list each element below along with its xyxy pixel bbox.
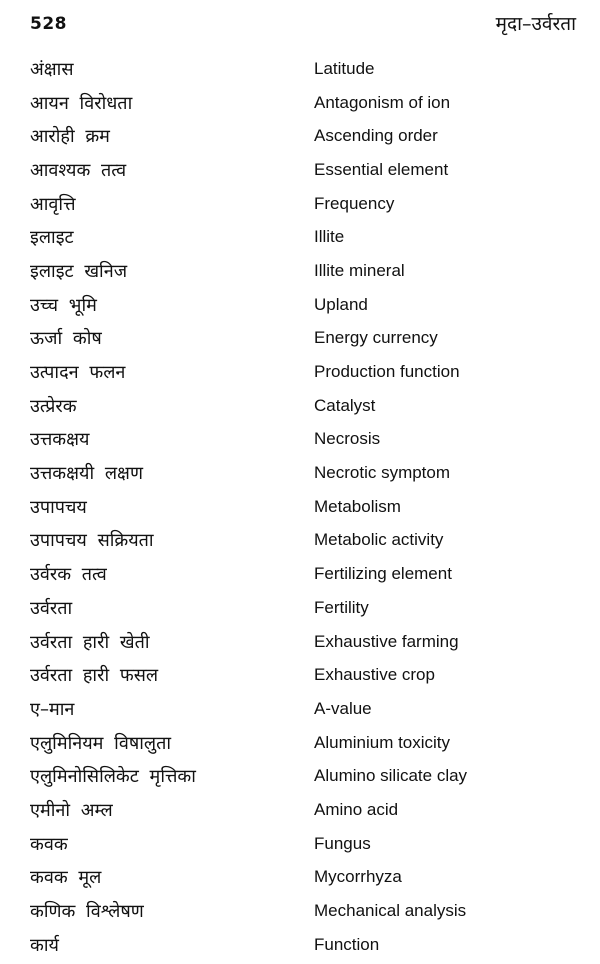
hindi-term: कार्य <box>30 934 59 956</box>
hindi-term: कणिक विश्लेषण <box>30 901 144 923</box>
glossary-entry <box>30 389 580 423</box>
hindi-term: एमीनो अम्ल <box>30 799 113 821</box>
hindi-term: उर्वरता हारी खेती <box>30 631 150 653</box>
hindi-term: ए–मान <box>30 698 75 720</box>
hindi-term: उत्प्रेरक <box>30 395 77 417</box>
english-term: Antagonism of ion <box>314 92 451 112</box>
english-term: Exhaustive farming <box>314 631 459 651</box>
english-term: Exhaustive crop <box>314 665 435 685</box>
hindi-term: उर्वरता हारी फसल <box>30 665 159 687</box>
hindi-term: आवश्यक तत्व <box>30 159 127 181</box>
running-head: मृदा–उर्वरता <box>495 13 576 35</box>
hindi-term: उत्पादन फलन <box>30 362 126 384</box>
hindi-term: अंक्षास <box>30 58 74 80</box>
hindi-term: कवक मूल <box>30 867 102 889</box>
english-term: Function <box>314 934 380 954</box>
english-term: Necrotic symptom <box>314 463 451 483</box>
english-term: Essential element <box>314 159 449 179</box>
hindi-term: एलुमिनियम विषालुता <box>30 732 172 754</box>
english-term: Necrosis <box>314 429 381 449</box>
english-term: Ascending order <box>314 126 438 146</box>
glossary-entry <box>30 827 580 861</box>
english-term: Metabolism <box>314 496 401 516</box>
english-term: Upland <box>314 294 368 314</box>
english-term: Frequency <box>314 193 395 213</box>
english-term: Production function <box>314 362 460 382</box>
glossary-entry <box>30 793 580 827</box>
glossary-entry <box>30 456 580 490</box>
english-term: Fungus <box>314 833 371 853</box>
glossary-entry <box>30 52 580 86</box>
glossary-entry <box>30 153 580 187</box>
glossary-entry <box>30 658 580 692</box>
hindi-term: उपापचय सक्रियता <box>30 530 154 552</box>
hindi-term: उपापचय <box>30 496 87 518</box>
hindi-term: आवृत्ति <box>30 193 76 215</box>
english-term: Latitude <box>314 58 375 78</box>
glossary-entry <box>30 759 580 793</box>
glossary-entry <box>30 692 580 726</box>
hindi-term: आयन विरोधता <box>30 92 133 114</box>
hindi-term: उच्च भूमि <box>30 294 97 316</box>
hindi-term: ऊर्जा कोष <box>30 328 102 350</box>
english-term: Mycorrhyza <box>314 867 402 887</box>
glossary-entry <box>30 254 580 288</box>
glossary-entry <box>30 861 580 895</box>
glossary-entry <box>30 557 580 591</box>
english-term: A-value <box>314 698 372 718</box>
english-term: Fertilizing element <box>314 564 452 584</box>
glossary-entry <box>30 187 580 221</box>
hindi-term: इलाइट खनिज <box>30 260 128 282</box>
english-term: Metabolic activity <box>314 530 444 550</box>
english-term: Aluminium toxicity <box>314 732 451 752</box>
glossary-entry <box>30 322 580 356</box>
hindi-term: उत्तकक्षयी लक्षण <box>30 463 143 485</box>
hindi-term: उत्तकक्षय <box>30 429 90 451</box>
hindi-term: उर्वरता <box>30 597 73 619</box>
english-term: Illite <box>314 227 345 247</box>
glossary-list <box>30 52 580 962</box>
glossary-entry <box>30 490 580 524</box>
hindi-term: आरोही क्रम <box>30 126 110 148</box>
glossary-entry <box>30 355 580 389</box>
glossary-entry <box>30 928 580 962</box>
glossary-entry <box>30 220 580 254</box>
english-term: Energy currency <box>314 328 438 348</box>
glossary-entry <box>30 625 580 659</box>
english-term: Fertility <box>314 597 369 617</box>
hindi-term: एलुमिनोसिलिकेट मृत्तिका <box>30 766 196 788</box>
page-number: 528 <box>30 14 67 34</box>
glossary-entry <box>30 423 580 457</box>
english-term: Illite mineral <box>314 260 405 280</box>
glossary-entry <box>30 86 580 120</box>
english-term: Catalyst <box>314 395 376 415</box>
glossary-entry <box>30 119 580 153</box>
glossary-entry <box>30 726 580 760</box>
hindi-term: उर्वरक तत्व <box>30 564 107 586</box>
hindi-term: कवक <box>30 833 68 855</box>
page-header <box>0 0 600 44</box>
glossary-entry <box>30 288 580 322</box>
hindi-term: इलाइट <box>30 227 74 249</box>
english-term: Alumino silicate clay <box>314 766 468 786</box>
glossary-entry <box>30 591 580 625</box>
english-term: Amino acid <box>314 799 399 819</box>
glossary-entry <box>30 894 580 928</box>
english-term: Mechanical analysis <box>314 901 467 921</box>
glossary-entry <box>30 524 580 558</box>
